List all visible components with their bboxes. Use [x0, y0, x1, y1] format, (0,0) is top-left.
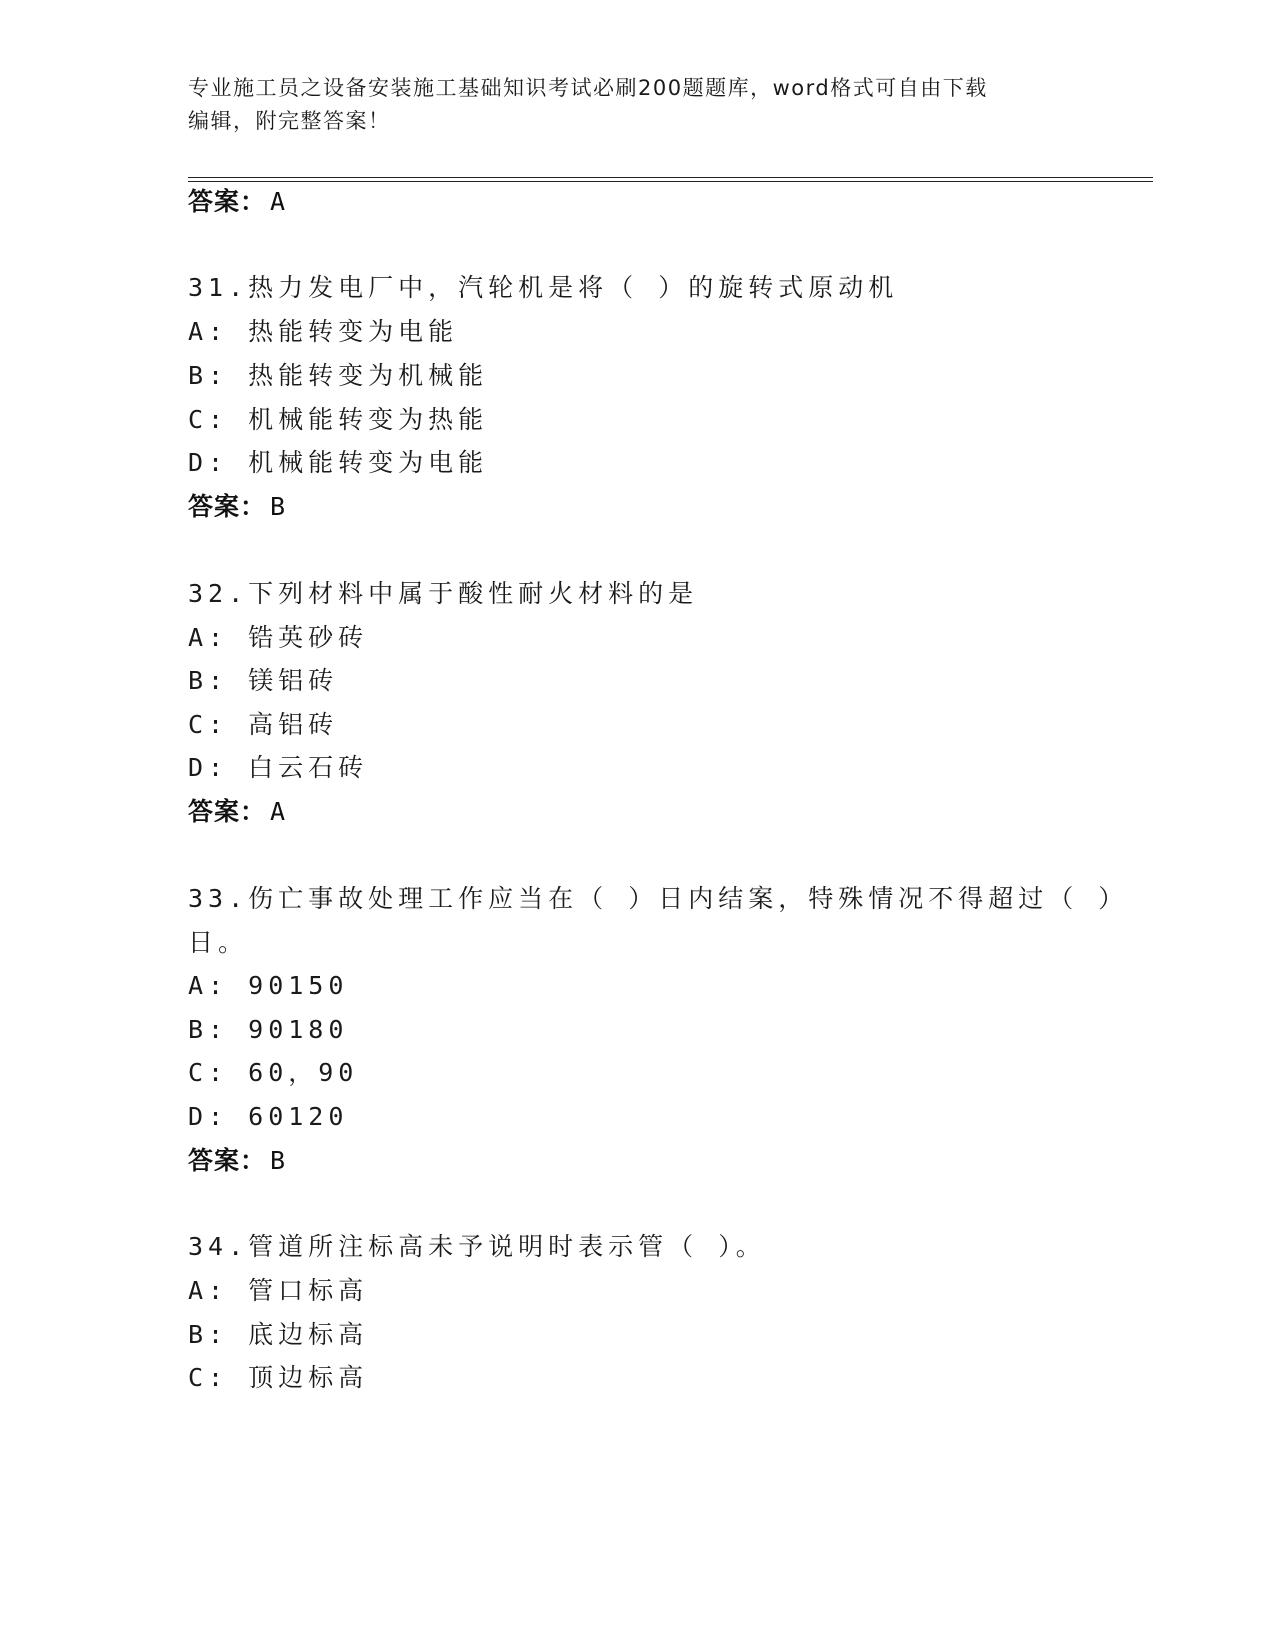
answer-q33 — [188, 1144, 286, 1178]
answer-value: B — [270, 492, 287, 521]
answer-value: A — [270, 187, 287, 216]
question-33-option-a: A: 90150 — [188, 971, 349, 1000]
header-divider-top — [188, 177, 1153, 178]
question-32-option-d: D: 白云石砖 — [188, 753, 369, 782]
question-33-option-b: B: 90180 — [188, 1015, 349, 1044]
question-32-stem: 32.下列材料中属于酸性耐火材料的是 — [188, 579, 699, 608]
answer-value: B — [270, 1146, 287, 1175]
question-33-option-d: D: 60120 — [188, 1102, 349, 1131]
question-34-option-b: B: 底边标高 — [188, 1320, 369, 1349]
question-32-option-b: B: 镁铝砖 — [188, 666, 339, 695]
question-32-option-a: A: 锆英砂砖 — [188, 623, 369, 652]
header-divider-bottom — [188, 181, 1153, 182]
question-34-option-c: C: 顶边标高 — [188, 1363, 369, 1392]
answer-label: 答案： — [188, 187, 267, 216]
answer-label: 答案： — [188, 797, 267, 826]
document-header — [188, 72, 1088, 138]
header-line-1: 专业施工员之设备安装施工基础知识考试必刷200题题库，word格式可自由下载 — [188, 76, 988, 100]
question-31-option-d: D: 机械能转变为电能 — [188, 448, 489, 477]
question-32-option-c: C: 高铝砖 — [188, 710, 339, 739]
question-31-option-a: A: 热能转变为电能 — [188, 317, 459, 346]
header-line-2: 编辑，附完整答案！ — [188, 109, 391, 133]
question-33-stem-line-1: 33.伤亡事故处理工作应当在（ ）日内结案，特殊情况不得超过（ ） — [188, 884, 1129, 913]
answer-q31 — [188, 490, 286, 524]
answer-q32 — [188, 795, 286, 829]
answer-q30 — [188, 185, 286, 219]
question-31-stem: 31.热力发电厂中，汽轮机是将（ ）的旋转式原动机 — [188, 273, 899, 302]
question-31-option-c: C: 机械能转变为热能 — [188, 405, 489, 434]
question-31-option-b: B: 热能转变为机械能 — [188, 361, 489, 390]
question-34-option-a: A: 管口标高 — [188, 1276, 369, 1305]
question-34-stem: 34.管道所注标高未予说明时表示管（ ）。 — [188, 1232, 766, 1261]
question-33-option-c: C: 60，90 — [188, 1058, 359, 1087]
answer-value: A — [270, 797, 287, 826]
answer-label: 答案： — [188, 1146, 267, 1175]
answer-label: 答案： — [188, 492, 267, 521]
question-33-stem-line-2: 日。 — [188, 928, 249, 957]
